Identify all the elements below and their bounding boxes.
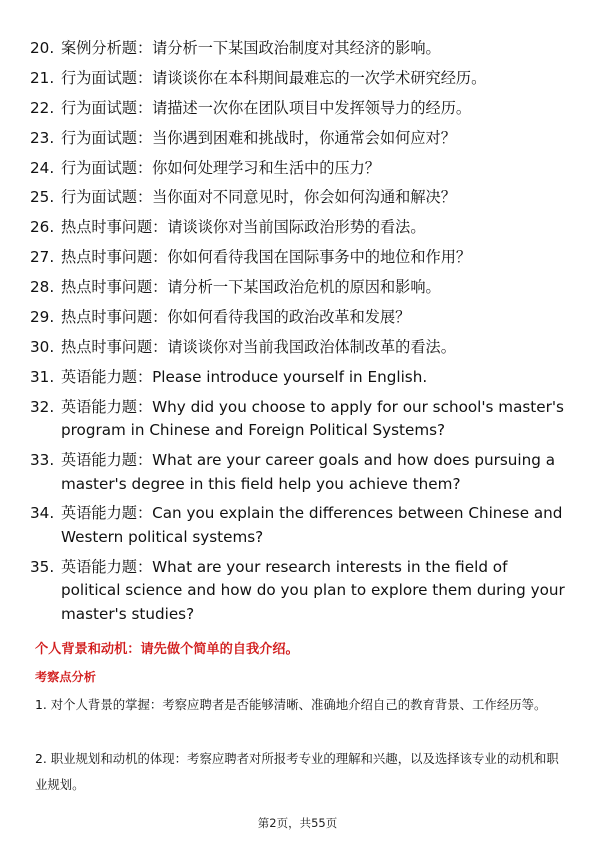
question-item — [30, 306, 570, 330]
question-number: 25. — [30, 188, 55, 207]
question-text: 热点时事问题：你如何看待我国在国际事务中的地位和作用？ — [61, 248, 472, 267]
question-text: 案例分析题：请分析一下某国政治制度对其经济的影响。 — [61, 39, 441, 57]
question-text: 英语能力题：Please introduce yourself in English. — [61, 367, 428, 386]
question-number: 26. — [30, 218, 55, 237]
analysis-paragraph: 1. 对个人背景的掌握：考察应聘者是否能够清晰、准确地介绍自己的教育背景、工作经历等。 — [35, 697, 547, 712]
question-number: 35. — [30, 557, 55, 576]
question-text: 行为面试题：当你遇到困难和挑战时，你通常会如何应对？ — [61, 128, 456, 147]
question-item — [30, 556, 570, 627]
question-item — [30, 366, 570, 390]
question-item — [30, 246, 570, 270]
question-number: 27. — [30, 248, 55, 267]
question-item — [30, 37, 570, 61]
question-item — [30, 216, 570, 240]
question-text: 英语能力题：What are your career goals and how does pursuing a master's degree in this field help you achieve them? — [61, 451, 556, 493]
question-number: 28. — [30, 278, 55, 297]
question-number: 24. — [30, 158, 55, 177]
question-item — [30, 336, 570, 360]
question-number: 30. — [30, 337, 55, 356]
question-number: 34. — [30, 504, 55, 523]
question-text: 行为面试题：你如何处理学习和生活中的压力？ — [61, 158, 380, 177]
question-item — [30, 97, 570, 121]
question-item — [30, 449, 570, 496]
question-text: 热点时事问题：请谈谈你对当前我国政治体制改革的看法。 — [61, 337, 456, 356]
question-item — [30, 396, 570, 443]
question-number: 21. — [30, 68, 55, 87]
question-number: 33. — [30, 451, 55, 470]
question-text: 热点时事问题：请分析一下某国政治危机的原因和影响。 — [61, 278, 441, 297]
question-item — [30, 186, 570, 210]
section-subtitle: 考察点分析 — [35, 670, 96, 684]
question-text: 热点时事问题：你如何看待我国的政治改革和发展？ — [61, 308, 411, 327]
question-text: 英语能力题：Can you explain the differences between Chinese and Western political systems? — [61, 504, 563, 546]
question-text: 英语能力题：Why did you choose to apply for our school's master's program in Chinese and Foreign Political Systems? — [61, 397, 564, 440]
question-number: 32. — [30, 397, 55, 416]
question-number: 23. — [30, 128, 55, 147]
question-text: 热点时事问题：请谈谈你对当前国际政治形势的看法。 — [61, 218, 426, 237]
page-footer: 第2页，共55页 — [257, 816, 338, 830]
question-number: 31. — [30, 367, 55, 386]
question-item — [30, 276, 570, 300]
question-list — [30, 37, 570, 633]
question-item — [30, 67, 570, 91]
question-item — [30, 502, 570, 549]
question-number: 20. — [30, 39, 55, 57]
question-item — [30, 157, 570, 181]
question-text: 行为面试题：请描述一次你在团队项目中发挥领导力的经历。 — [61, 98, 472, 117]
section-title: 个人背景和动机：请先做个简单的自我介绍。 — [35, 642, 299, 657]
question-item — [30, 127, 570, 151]
question-text: 行为面试题：当你面对不同意见时，你会如何沟通和解决？ — [61, 188, 456, 207]
analysis-paragraph: 2. 职业规划和动机的体现：考察应聘者对所报考专业的理解和兴趣，以及选择该专业的动机和职业规划。 — [35, 751, 559, 792]
question-text: 英语能力题：What are your research interests in the field of political science and how do you plan to explore them during your master's studies? — [61, 557, 565, 623]
question-number: 22. — [30, 98, 55, 117]
question-text: 行为面试题：请谈谈你在本科期间最难忘的一次学术研究经历。 — [61, 68, 487, 87]
question-number: 29. — [30, 308, 55, 327]
